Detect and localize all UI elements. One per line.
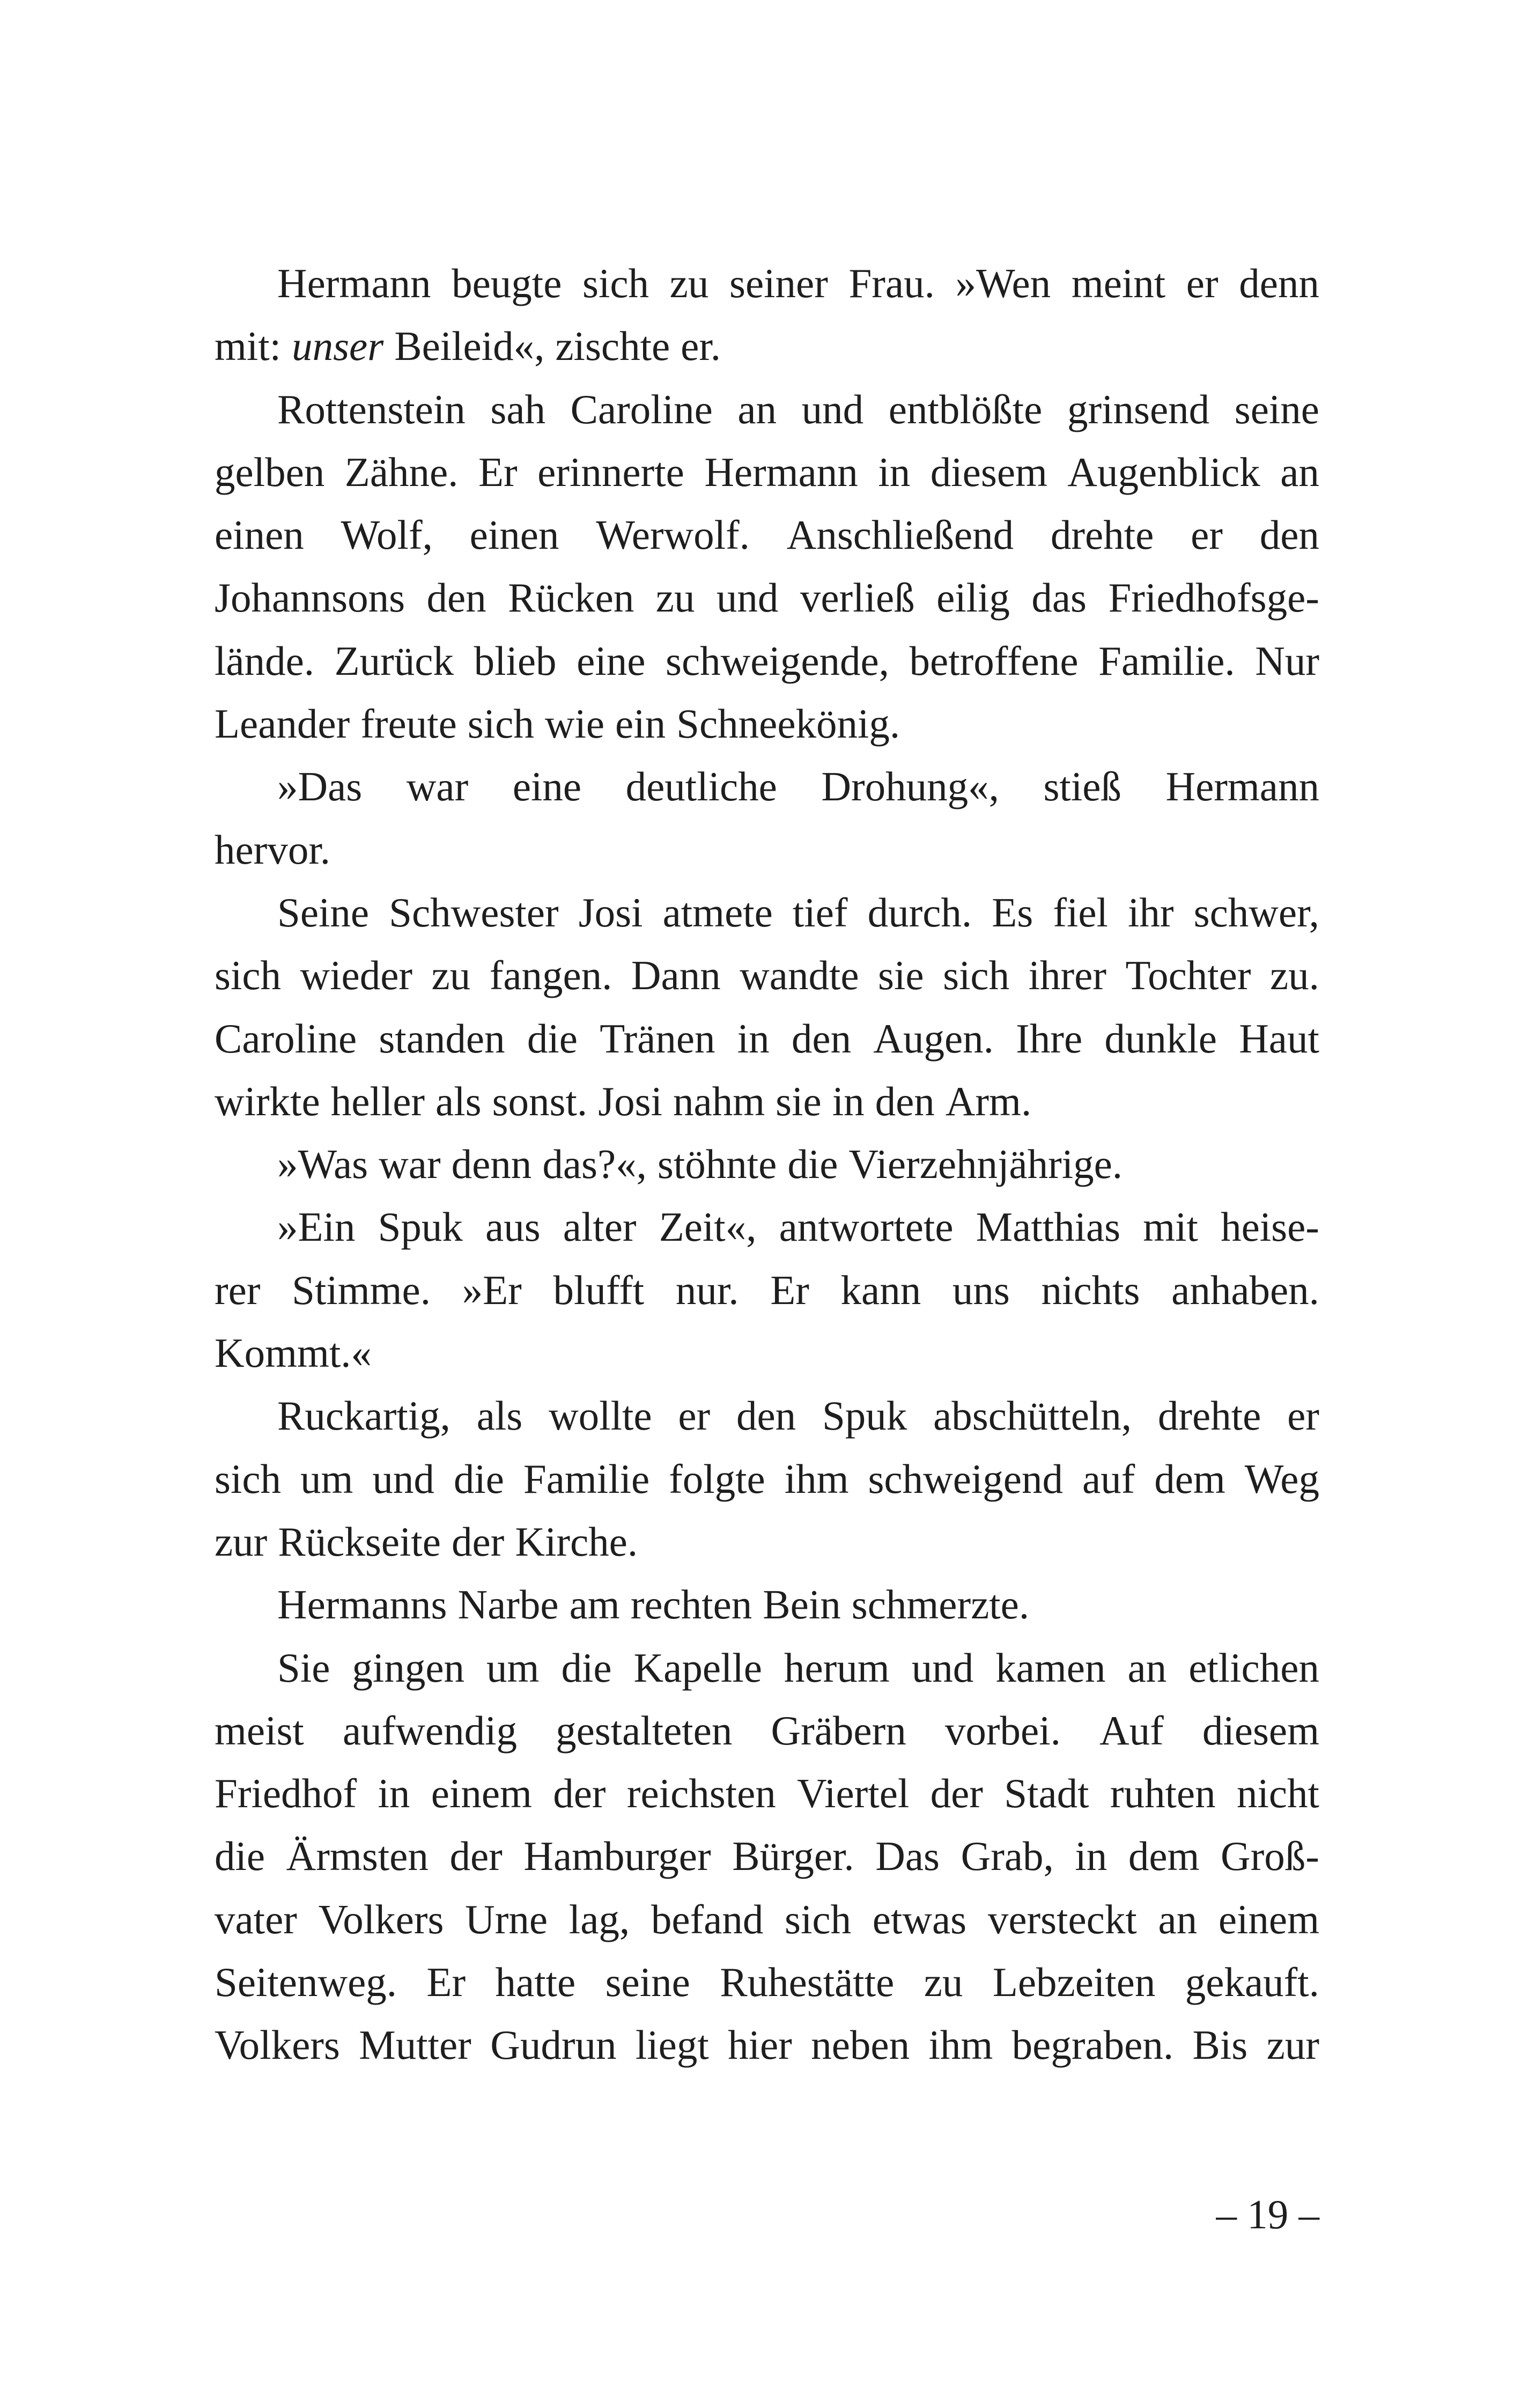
word: seine <box>605 1959 690 2006</box>
word: versteckt <box>987 1896 1137 1942</box>
word: Das <box>875 1833 940 1880</box>
word: stöhnte <box>657 1141 777 1188</box>
text-line <box>215 1385 1319 1447</box>
word: folgte <box>669 1455 765 1502</box>
word: Zeit«, <box>659 1204 757 1250</box>
word: Zurück <box>334 637 454 684</box>
word: Stadt <box>1004 1770 1089 1817</box>
word: diesem <box>1202 1707 1319 1754</box>
word: deutliche <box>625 763 777 810</box>
word: befand <box>651 1896 764 1942</box>
word: das?«, <box>542 1141 647 1188</box>
text-line <box>215 2014 1319 2076</box>
word: sich <box>943 952 1010 999</box>
text-line <box>215 1259 1319 1322</box>
word: Hamburger <box>523 1833 711 1880</box>
word: schwer, <box>1193 889 1319 936</box>
word: blieb <box>474 637 557 684</box>
word: Matthias <box>976 1204 1121 1250</box>
word: Hermann <box>704 448 858 495</box>
word: hervor. <box>215 826 330 873</box>
word: Gudrun <box>490 2022 617 2068</box>
text-line <box>215 504 1319 566</box>
word: erinnerte <box>537 448 684 495</box>
word: drehte <box>1157 1393 1261 1439</box>
word: neben <box>811 2022 910 2068</box>
text-line <box>215 755 1319 818</box>
word: Caroline <box>570 386 713 432</box>
word: begraben. <box>1011 2022 1174 2068</box>
body-text <box>215 252 1319 2077</box>
word: Ärmsten <box>286 1833 429 1880</box>
word: schmerzte. <box>851 1581 1030 1628</box>
word: und <box>372 1455 434 1502</box>
word: Johannsons <box>215 575 405 621</box>
text-line <box>215 819 1319 881</box>
word: in <box>1075 1833 1107 1880</box>
word: verließ <box>800 575 915 621</box>
word: Haut <box>1239 1015 1319 1062</box>
word: Bein <box>763 1581 841 1628</box>
word: er <box>1287 1393 1319 1439</box>
word: Lebzeiten <box>992 1959 1156 2006</box>
word: ihr <box>1128 889 1174 936</box>
text-line <box>215 1637 1319 1699</box>
word: Familie. <box>1098 637 1235 684</box>
text-line <box>215 566 1319 629</box>
word: um <box>486 1644 540 1691</box>
page-number: – 19 – <box>1216 2191 1319 2237</box>
word: aus <box>485 1204 541 1250</box>
word: der <box>452 1518 505 1565</box>
word: Mutter <box>359 2022 471 2068</box>
word: sich <box>467 701 534 747</box>
word: gestalteten <box>556 1707 733 1754</box>
word: Frau. <box>848 260 935 306</box>
word: gelben <box>215 448 325 495</box>
word: und <box>911 1644 974 1691</box>
word: Grab, <box>961 1833 1054 1880</box>
word: Bürger. <box>732 1833 854 1880</box>
text-line <box>215 1888 1319 1951</box>
word: war <box>406 763 469 810</box>
word: zu <box>655 575 695 621</box>
word: er <box>678 1393 711 1439</box>
word: atmete <box>662 889 773 936</box>
word: Friedhofsge- <box>1108 575 1319 621</box>
word: Arm. <box>945 1078 1032 1124</box>
word: »Ein <box>277 1204 356 1250</box>
word: rechten <box>630 1581 752 1628</box>
word: liegt <box>635 2022 709 2068</box>
word: sich <box>215 1455 282 1502</box>
word: den <box>791 1015 852 1062</box>
word: denn <box>451 1141 532 1188</box>
word: Narbe <box>457 1581 559 1628</box>
word: fiel <box>1053 889 1108 936</box>
word: denn <box>1239 260 1319 306</box>
word: Zähne. <box>344 448 459 495</box>
word: die <box>787 1141 838 1188</box>
word: anhaben. <box>1171 1266 1319 1313</box>
text-line <box>215 881 1319 944</box>
word: und <box>801 386 864 432</box>
word: vater <box>215 1896 297 1942</box>
word: mit: <box>215 323 282 370</box>
word: Vierzehnjährige. <box>848 1141 1123 1188</box>
word: Hermann <box>277 260 431 306</box>
word: der <box>930 1770 983 1817</box>
word: der <box>449 1833 503 1880</box>
text-line <box>215 1322 1319 1385</box>
word: entblößte <box>888 386 1043 432</box>
text-line <box>215 1573 1319 1636</box>
word: zu <box>924 1959 963 2006</box>
word: meist <box>215 1707 304 1754</box>
word: heller <box>330 1078 425 1124</box>
word: herum <box>784 1644 890 1691</box>
word: standen <box>379 1015 505 1062</box>
word: Hermanns <box>277 1581 447 1628</box>
word: alter <box>563 1204 637 1250</box>
word: Es <box>992 889 1033 936</box>
word: »Was <box>277 1141 368 1188</box>
word: in <box>878 448 911 495</box>
word: Weg <box>1244 1455 1319 1502</box>
word: blufft <box>553 1266 645 1313</box>
word: einem <box>431 1770 532 1817</box>
text-line <box>215 1133 1319 1196</box>
word: Stimme. <box>292 1266 431 1313</box>
word: Familie <box>523 1455 650 1502</box>
word: Er <box>770 1266 809 1313</box>
word: Rücken <box>508 575 634 621</box>
text-line <box>215 1825 1319 1888</box>
text-line <box>215 1511 1319 1573</box>
word: wollte <box>549 1393 652 1439</box>
word: Werwolf. <box>596 512 750 558</box>
word: den <box>736 1393 796 1439</box>
word: die <box>561 1644 612 1691</box>
word: Seitenweg. <box>215 1959 397 2006</box>
word: Rückseite <box>278 1518 441 1565</box>
text-line <box>215 693 1319 755</box>
word: ihm <box>928 2022 993 2068</box>
word: uns <box>952 1266 1010 1313</box>
word: Er <box>426 1959 466 2006</box>
word: zu <box>431 952 471 999</box>
word: Dann <box>631 952 721 999</box>
text-line <box>215 252 1319 315</box>
word: nicht <box>1236 1770 1319 1817</box>
word: eilig <box>936 575 1010 621</box>
word: ruhten <box>1110 1770 1216 1817</box>
word: die <box>527 1015 578 1062</box>
word: etwas <box>872 1896 967 1942</box>
word: zischte <box>555 323 670 370</box>
text-line <box>215 630 1319 693</box>
word: gingen <box>352 1644 464 1691</box>
text-line <box>215 441 1319 504</box>
word: Friedhof <box>215 1770 357 1817</box>
word: Er <box>478 448 518 495</box>
word: nichts <box>1041 1266 1140 1313</box>
word: wandte <box>740 952 859 999</box>
word: Urne <box>465 1896 548 1942</box>
word: der <box>553 1770 606 1817</box>
word: lag, <box>568 1896 630 1942</box>
word: schweigend <box>868 1455 1063 1502</box>
word: Auf <box>1099 1707 1164 1754</box>
word: Kommt.« <box>215 1330 372 1376</box>
word: Groß- <box>1221 1833 1319 1880</box>
word: gekauft. <box>1185 1959 1319 2006</box>
word: das <box>1031 575 1087 621</box>
word: Nur <box>1255 637 1319 684</box>
word: eine <box>577 637 646 684</box>
word: Leander <box>215 701 350 747</box>
word: Tochter <box>1125 952 1251 999</box>
word: am <box>569 1581 620 1628</box>
word: meint <box>1071 260 1166 306</box>
word: heise- <box>1221 1204 1319 1250</box>
word: einen <box>215 512 304 558</box>
word: antwortete <box>779 1204 954 1250</box>
word: Spuk <box>378 1204 463 1250</box>
word: ihm <box>784 1455 849 1502</box>
word: Josi <box>598 1078 663 1124</box>
word: Anschließend <box>786 512 1014 558</box>
text-line <box>215 1007 1319 1070</box>
word: sie <box>878 952 924 999</box>
word: wirkte <box>215 1078 320 1124</box>
word: Seine <box>277 889 370 936</box>
word: sich <box>582 260 649 306</box>
word: »Wen <box>955 260 1051 306</box>
word: nahm <box>673 1078 765 1124</box>
word: Beileid«, <box>394 323 545 370</box>
word: sich <box>215 952 282 999</box>
word: »Er <box>462 1266 522 1313</box>
word: schweigende, <box>666 637 889 684</box>
word: drehte <box>1050 512 1154 558</box>
word: dunkle <box>1104 1015 1217 1062</box>
word: den <box>875 1078 935 1124</box>
word: betroffene <box>909 637 1079 684</box>
word: dem <box>1154 1455 1225 1502</box>
word: auf <box>1082 1455 1135 1502</box>
text-line <box>215 1951 1319 2014</box>
word: beugte <box>452 260 562 306</box>
word: Drohung«, <box>821 763 999 810</box>
word: wie <box>544 701 605 747</box>
word: den <box>426 575 486 621</box>
word: an <box>1127 1644 1167 1691</box>
word: in <box>832 1078 865 1124</box>
word: aufwendig <box>342 1707 517 1754</box>
word: freute <box>360 701 457 747</box>
word: an <box>1280 448 1319 495</box>
word: Tränen <box>600 1015 715 1062</box>
word: Spuk <box>822 1393 907 1439</box>
word: stieß <box>1043 763 1121 810</box>
text-line <box>215 315 1319 378</box>
word: seine <box>1234 386 1319 432</box>
word: er <box>1186 260 1219 306</box>
word: hatte <box>495 1959 576 2006</box>
word: vorbei. <box>944 1707 1061 1754</box>
word: Sie <box>277 1644 330 1691</box>
word: die <box>453 1455 504 1502</box>
word: Volkers <box>215 2022 340 2068</box>
word: in <box>378 1770 410 1817</box>
word: fangen. <box>489 952 612 999</box>
word: einen <box>469 512 559 558</box>
word: um <box>300 1455 353 1502</box>
word: nur. <box>675 1266 739 1313</box>
word: als <box>476 1393 523 1439</box>
word: Wolf, <box>341 512 433 558</box>
word: Ruhestätte <box>720 1959 895 2006</box>
word: kamen <box>995 1644 1106 1691</box>
word: die <box>215 1833 265 1880</box>
word: ihrer <box>1028 952 1106 999</box>
word: eine <box>512 763 582 810</box>
word: sich <box>785 1896 852 1942</box>
word: Gräbern <box>771 1707 906 1754</box>
word: hier <box>728 2022 792 2068</box>
text-line <box>215 1762 1319 1825</box>
word: Schwester <box>389 889 559 936</box>
word: an <box>737 386 777 432</box>
word: zur <box>215 1518 268 1565</box>
text-line <box>215 378 1319 441</box>
word: in <box>737 1015 770 1062</box>
word: rer <box>215 1266 261 1313</box>
word: Josi <box>578 889 643 936</box>
word: Ihre <box>1016 1015 1083 1062</box>
word: Volkers <box>318 1896 444 1942</box>
word: war <box>379 1141 441 1188</box>
word: sie <box>776 1078 822 1124</box>
word: durch. <box>867 889 972 936</box>
word: Viertel <box>797 1770 910 1817</box>
word: seiner <box>729 260 828 306</box>
word: ein <box>615 701 666 747</box>
word: mit <box>1143 1204 1198 1250</box>
word: »Das <box>277 763 363 810</box>
word: sonst. <box>492 1078 588 1124</box>
word: als <box>435 1078 482 1124</box>
word: zu. <box>1269 952 1319 999</box>
word: Rottenstein <box>277 386 466 432</box>
word: sah <box>490 386 546 432</box>
word: unser <box>292 323 384 370</box>
word: Ruckartig, <box>277 1393 451 1439</box>
word: Schneekönig. <box>676 701 900 747</box>
word: Augen. <box>873 1015 994 1062</box>
word: diesem <box>930 448 1047 495</box>
word: Hermann <box>1165 763 1319 810</box>
word: etlichen <box>1188 1644 1319 1691</box>
word: den <box>1259 512 1319 558</box>
word: an <box>1158 1896 1198 1942</box>
word: er. <box>681 323 721 370</box>
word: und <box>716 575 779 621</box>
word: abschütteln, <box>933 1393 1132 1439</box>
text-line <box>215 1196 1319 1258</box>
text-line <box>215 944 1319 1007</box>
word: dem <box>1128 1833 1200 1880</box>
word: reichsten <box>626 1770 776 1817</box>
word: Caroline <box>215 1015 357 1062</box>
word: lände. <box>215 637 314 684</box>
text-line <box>215 1070 1319 1133</box>
word: tief <box>792 889 848 936</box>
word: Augenblick <box>1067 448 1260 495</box>
word: wieder <box>300 952 413 999</box>
word: Kapelle <box>633 1644 762 1691</box>
word: kann <box>840 1266 921 1313</box>
word: einem <box>1218 1896 1319 1942</box>
text-line <box>215 1699 1319 1762</box>
word: Bis <box>1192 2022 1248 2068</box>
word: zu <box>669 260 709 306</box>
text-line <box>215 1448 1319 1511</box>
word: er <box>1191 512 1223 558</box>
word: grinsend <box>1067 386 1210 432</box>
word: zur <box>1266 2022 1319 2068</box>
word: Kirche. <box>515 1518 638 1565</box>
